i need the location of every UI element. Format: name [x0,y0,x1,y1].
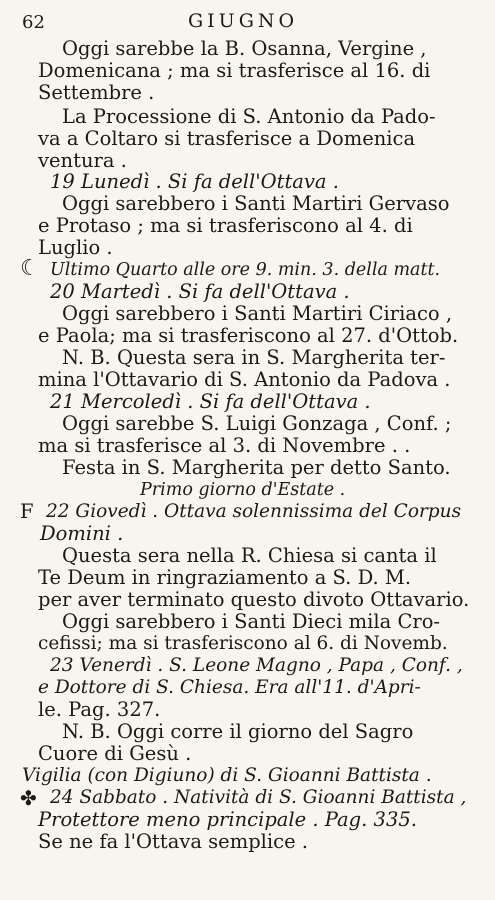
feast-marker: F [20,500,34,523]
text-line: Oggi sarebbe la B. Osanna, Vergine , [62,37,427,60]
text-line: Settembre . [38,81,155,104]
text-line: Festa in S. Margherita per detto Santo. [62,456,451,479]
text-line: ma si trasferisce al 3. di Novembre . . [38,434,411,457]
running-title: GIUGNO [188,10,299,32]
text-line: N. B. Oggi corre il giorno del Sagro [62,720,414,743]
text-line: Te Deum in ringraziamento a S. D. M. [38,566,412,589]
text-line: Domenicana ; ma si trasferisce al 16. di [38,59,431,82]
text-line: Oggi sarebbero i Santi Martiri Gervaso [62,192,450,215]
text-line: La Processione di S. Antonio da Pado- [62,105,436,128]
text-line: Oggi sarebbero i Santi Dieci mila Cro- [62,610,441,633]
text-line: Oggi sarebbe S. Luigi Gonzaga , Conf. ; [62,412,452,435]
text-line: e Dottore di S. Chiesa. Era all'11. d'Apri- [38,677,421,698]
text-line: e Paola; ma si trasferiscono al 27. d'Ottob. [38,324,459,347]
text-line: Questa sera nella R. Chiesa si canta il [62,544,437,567]
text-line: Oggi sarebbero i Santi Martiri Ciriaco , [62,302,453,325]
text-line: e Protaso ; ma si trasferiscono al 4. di [38,214,413,237]
feast-cross-icon: ✤ [20,786,37,810]
text-line: N. B. Questa sera in S. Margherita ter- [62,346,446,369]
text-line: cefissi; ma si trasferiscono al 6. di Novemb. [38,633,448,654]
season-note: Primo giorno d'Estate . [140,480,346,500]
day-heading: 22 Giovedì . Ottava solennissima del Corpus [46,501,462,522]
page-number: 62 [22,12,45,33]
text-line: per aver terminato questo divoto Ottavario. [38,588,470,611]
text-line: va a Coltaro si trasferisce a Domenica [38,127,416,150]
vigil-line: Vigilia (con Digiuno) di S. Gioanni Battista . [22,765,432,786]
text-line: Se ne fa l'Ottava semplice . [38,830,309,853]
day-heading: 23 Venerdì . S. Leone Magno , Papa , Conf. , [50,655,463,676]
moon-phase-icon: ☾ [20,256,40,281]
day-heading: 24 Sabbato . Natività di S. Gioanni Battista , [50,787,467,808]
moon-phase-note: Ultimo Quarto alle ore 9. min. 3. della matt. [50,260,441,280]
day-heading: 19 Lunedì . Si fa dell'Ottava . [50,170,339,193]
text-line: Protettore meno principale . Pag. 335. [38,808,417,831]
day-heading-continued: Domini . [40,522,124,545]
text-line: le. Pag. 327. [38,698,161,721]
text-line: ventura . [38,149,127,172]
text-line: Cuore di Gesù . [38,742,192,765]
day-heading: 21 Mercoledì . Si fa dell'Ottava . [50,390,371,413]
day-heading: 20 Martedì . Si fa dell'Ottava . [50,280,350,303]
text-line: Luglio . [38,236,113,259]
text-line: mina l'Ottavario di S. Antonio da Padova . [38,368,451,391]
